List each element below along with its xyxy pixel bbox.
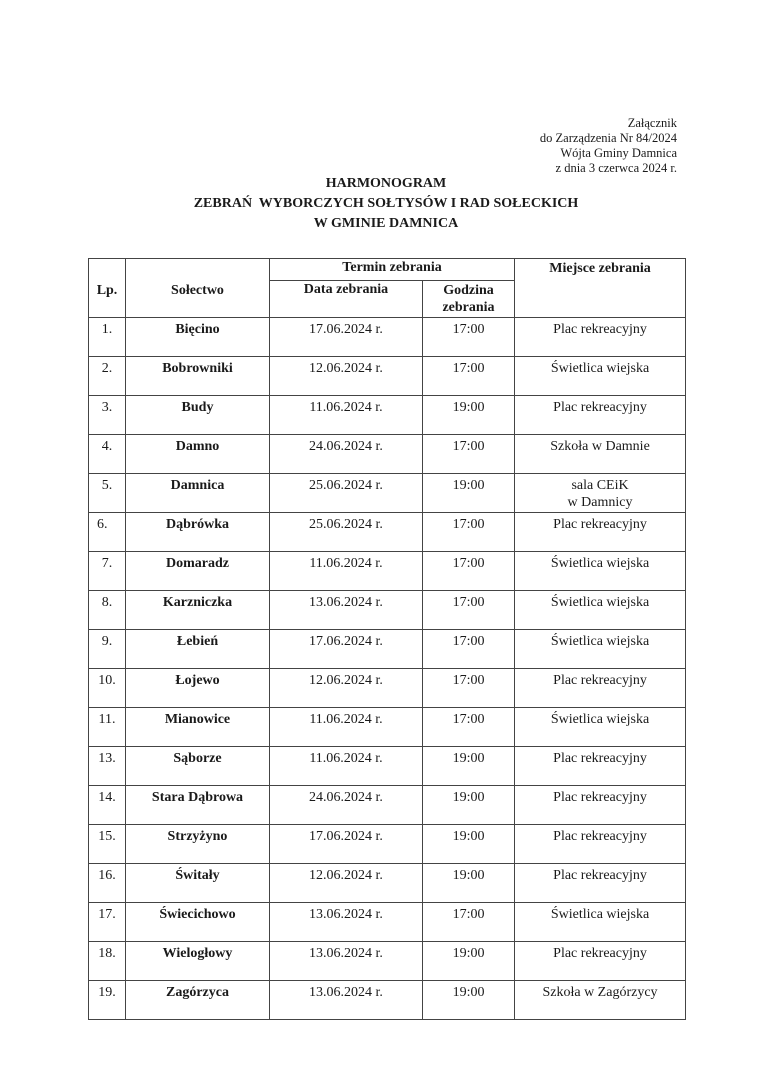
cell-data: 24.06.2024 r.	[270, 435, 423, 474]
cell-lp: 6.	[89, 513, 126, 552]
table-row	[89, 981, 686, 1020]
cell-miejsce-line: Szkoła w Damnie	[550, 439, 650, 454]
cell-data: 17.06.2024 r.	[270, 318, 423, 357]
cell-miejsce	[515, 942, 686, 981]
cell-lp: 13.	[89, 747, 126, 786]
cell-data: 11.06.2024 r.	[270, 747, 423, 786]
cell-solectwo: Świtały	[126, 864, 270, 903]
table-row	[89, 864, 686, 903]
table-row	[89, 318, 686, 357]
header-godzina-line2: zebrania	[442, 300, 495, 315]
cell-lp: 11.	[89, 708, 126, 747]
cell-solectwo: Stara Dąbrowa	[126, 786, 270, 825]
table-row	[89, 708, 686, 747]
table-row	[89, 474, 686, 513]
cell-miejsce	[515, 825, 686, 864]
cell-solectwo: Dąbrówka	[126, 513, 270, 552]
table-row	[89, 591, 686, 630]
annex-line: do Zarządzenia Nr 84/2024	[539, 131, 677, 145]
cell-miejsce-line: Plac rekreacyjny	[553, 829, 647, 844]
cell-miejsce-line: Świetlica wiejska	[550, 907, 650, 922]
cell-miejsce	[515, 786, 686, 825]
cell-godzina: 19:00	[423, 786, 515, 825]
table-row	[89, 513, 686, 552]
cell-miejsce	[515, 708, 686, 747]
table-row	[89, 630, 686, 669]
cell-godzina: 17:00	[423, 708, 515, 747]
header-miejsce: Miejsce zebrania	[515, 259, 686, 318]
cell-godzina: 17:00	[423, 435, 515, 474]
cell-data: 13.06.2024 r.	[270, 903, 423, 942]
cell-solectwo: Zagórzyca	[126, 981, 270, 1020]
cell-miejsce-line: Plac rekreacyjny	[553, 946, 647, 961]
cell-miejsce	[515, 318, 686, 357]
cell-solectwo: Strzyżyno	[126, 825, 270, 864]
cell-data: 13.06.2024 r.	[270, 591, 423, 630]
cell-solectwo: Świecichowo	[126, 903, 270, 942]
cell-solectwo: Sąborze	[126, 747, 270, 786]
cell-miejsce	[515, 864, 686, 903]
cell-miejsce	[515, 591, 686, 630]
cell-godzina: 17:00	[423, 318, 515, 357]
cell-godzina: 19:00	[423, 747, 515, 786]
cell-lp: 9.	[89, 630, 126, 669]
cell-miejsce	[515, 981, 686, 1020]
title-line: ZEBRAŃ WYBORCZYCH SOŁTYSÓW I RAD SOŁECKICH	[193, 196, 579, 211]
table-row	[89, 357, 686, 396]
cell-lp: 7.	[89, 552, 126, 591]
annex-line: Wójta Gminy Damnica	[560, 146, 677, 160]
cell-miejsce-line: Szkoła w Zagórzycy	[542, 985, 658, 1000]
cell-miejsce-line: Świetlica wiejska	[550, 712, 650, 727]
cell-solectwo: Bobrowniki	[126, 357, 270, 396]
annex-line: Załącznik	[627, 116, 677, 130]
cell-solectwo: Damno	[126, 435, 270, 474]
cell-solectwo: Mianowice	[126, 708, 270, 747]
table-row	[89, 903, 686, 942]
cell-miejsce	[515, 474, 686, 513]
cell-data: 17.06.2024 r.	[270, 630, 423, 669]
table-row	[89, 942, 686, 981]
cell-godzina: 19:00	[423, 825, 515, 864]
cell-lp: 2.	[89, 357, 126, 396]
cell-data: 12.06.2024 r.	[270, 864, 423, 903]
title-line: HARMONOGRAM	[325, 176, 447, 191]
cell-lp: 18.	[89, 942, 126, 981]
header-godzina-line1: Godzina	[443, 283, 494, 298]
cell-data: 11.06.2024 r.	[270, 552, 423, 591]
cell-data: 13.06.2024 r.	[270, 981, 423, 1020]
cell-miejsce-line: Plac rekreacyjny	[553, 322, 647, 337]
cell-miejsce	[515, 903, 686, 942]
cell-data: 17.06.2024 r.	[270, 825, 423, 864]
cell-miejsce-line: Plac rekreacyjny	[553, 868, 647, 883]
header-lp: Lp.	[89, 259, 126, 318]
cell-lp: 15.	[89, 825, 126, 864]
cell-solectwo: Damnica	[126, 474, 270, 513]
header-termin: Termin zebrania	[270, 259, 515, 281]
cell-godzina: 19:00	[423, 396, 515, 435]
cell-miejsce	[515, 669, 686, 708]
cell-lp: 17.	[89, 903, 126, 942]
cell-lp: 19.	[89, 981, 126, 1020]
cell-miejsce	[515, 552, 686, 591]
cell-data: 25.06.2024 r.	[270, 513, 423, 552]
cell-data: 24.06.2024 r.	[270, 786, 423, 825]
cell-lp: 10.	[89, 669, 126, 708]
cell-data: 25.06.2024 r.	[270, 474, 423, 513]
cell-miejsce-line: Świetlica wiejska	[550, 361, 650, 376]
cell-lp: 14.	[89, 786, 126, 825]
cell-lp: 5.	[89, 474, 126, 513]
cell-data: 12.06.2024 r.	[270, 669, 423, 708]
cell-godzina: 19:00	[423, 942, 515, 981]
cell-solectwo: Wielogłowy	[126, 942, 270, 981]
cell-miejsce	[515, 747, 686, 786]
cell-data: 11.06.2024 r.	[270, 396, 423, 435]
table-row	[89, 786, 686, 825]
table-row	[89, 435, 686, 474]
cell-miejsce-line: Plac rekreacyjny	[553, 790, 647, 805]
cell-godzina: 17:00	[423, 630, 515, 669]
table-row	[89, 747, 686, 786]
cell-solectwo: Budy	[126, 396, 270, 435]
cell-lp: 4.	[89, 435, 126, 474]
cell-lp: 16.	[89, 864, 126, 903]
cell-godzina: 17:00	[423, 357, 515, 396]
cell-godzina: 17:00	[423, 669, 515, 708]
cell-godzina: 19:00	[423, 474, 515, 513]
title-line: W GMINIE DAMNICA	[313, 216, 459, 231]
cell-godzina: 17:00	[423, 591, 515, 630]
cell-miejsce-line: Świetlica wiejska	[550, 595, 650, 610]
cell-miejsce-line: Plac rekreacyjny	[553, 751, 647, 766]
header-data: Data zebrania	[270, 281, 423, 318]
table-row	[89, 825, 686, 864]
table-row	[89, 669, 686, 708]
cell-solectwo: Bięcino	[126, 318, 270, 357]
cell-lp: 1.	[89, 318, 126, 357]
cell-solectwo: Domaradz	[126, 552, 270, 591]
document-title	[0, 174, 764, 234]
cell-godzina: 17:00	[423, 513, 515, 552]
cell-miejsce-line: Plac rekreacyjny	[553, 673, 647, 688]
annex-line: z dnia 3 czerwca 2024 r.	[555, 161, 677, 175]
cell-miejsce	[515, 630, 686, 669]
cell-lp: 3.	[89, 396, 126, 435]
table-row	[89, 396, 686, 435]
cell-miejsce-line: Plac rekreacyjny	[553, 400, 647, 415]
header-solectwo: Sołectwo	[126, 259, 270, 318]
cell-godzina: 17:00	[423, 552, 515, 591]
cell-data: 13.06.2024 r.	[270, 942, 423, 981]
cell-data: 12.06.2024 r.	[270, 357, 423, 396]
cell-miejsce-line: Świetlica wiejska	[550, 634, 650, 649]
cell-godzina: 19:00	[423, 981, 515, 1020]
cell-lp: 8.	[89, 591, 126, 630]
cell-miejsce-line: Plac rekreacyjny	[553, 517, 647, 532]
cell-miejsce-line: sala CEiK	[571, 478, 629, 493]
table-row	[89, 552, 686, 591]
cell-solectwo: Karzniczka	[126, 591, 270, 630]
cell-miejsce-line: Świetlica wiejska	[550, 556, 650, 571]
cell-data: 11.06.2024 r.	[270, 708, 423, 747]
cell-miejsce	[515, 435, 686, 474]
cell-godzina: 19:00	[423, 864, 515, 903]
cell-miejsce	[515, 513, 686, 552]
cell-godzina: 17:00	[423, 903, 515, 942]
cell-solectwo: Łebień	[126, 630, 270, 669]
cell-solectwo: Łojewo	[126, 669, 270, 708]
cell-miejsce	[515, 357, 686, 396]
header-godzina	[423, 281, 515, 318]
cell-miejsce	[515, 396, 686, 435]
cell-miejsce-line: w Damnicy	[567, 495, 633, 510]
schedule-table	[88, 258, 686, 1020]
annex-header	[540, 116, 677, 176]
